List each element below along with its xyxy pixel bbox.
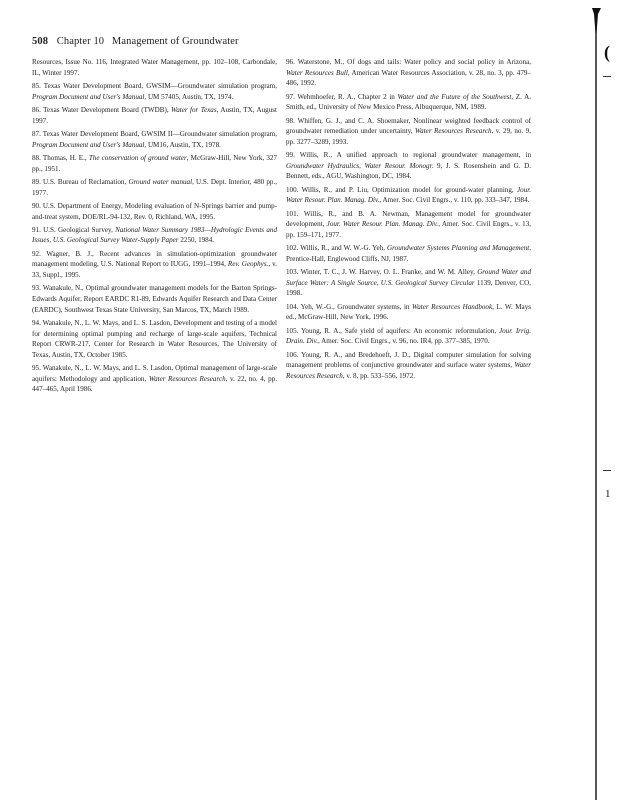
reference-italic: Program Document and User's Manual <box>32 140 145 149</box>
reference-entry <box>286 302 531 323</box>
reference-text: 102. Willis, R., and W. W.-G. Yeh, <box>286 244 388 253</box>
reference-text: 95. Wanakule, N., L. W. Mays, and L. S. Lasdon, Optimal management of large-scale aquifers: Methodology and application, <box>32 364 277 383</box>
references-right-column <box>286 57 531 384</box>
reference-text: 88. Thomas, H. E., <box>32 153 89 162</box>
margin-dash-bottom <box>603 470 611 471</box>
reference-text: , Amer. Soc. Civil Engrs., v. 13, pp. 159–171, 1977. <box>286 220 532 239</box>
reference-italic: Water Resources Research <box>414 127 492 136</box>
reference-text: 90. U.S. Department of Energy, Modeling evaluation of N-Springs barrier and pump-and-treat system, DOE/RL-94-132, Rev. 0, Richland, WA, 1995. <box>32 201 277 221</box>
reference-text: 98. Whiffen, G. J., and C. A. Shoemaker, Nonlinear weighted feedback control of groundwater remediation under uncertainty, <box>286 116 531 136</box>
reference-text: 94. Wanakule, N., L. W. Mays, and L. S. Lasdon, Development and testing of a model for determining optimal pumping and recharge of large-scale aquifers, Technical Report CRWR-217, Center for Research in Water Resources, The University of Texas, Austin, TX, October 1985. <box>32 319 277 359</box>
reference-text: 92. Wagner, B. J., Recent advances in simulation-optimization groundwater management modeling, U.S. National Report to IUGG, 1991–1994, <box>32 249 277 269</box>
reference-text: , Amer. Soc. Civil Engrs., v. 110, pp. 333–347, 1984. <box>379 196 530 205</box>
reference-entry <box>286 150 531 182</box>
reference-entry <box>32 129 277 150</box>
reference-italic: Jour. Irrig. Drain. Div. <box>286 326 531 346</box>
reference-entry <box>32 201 277 222</box>
reference-text: 101. Willis, R., and B. A. Newman, Management model for groundwater development, <box>286 209 531 229</box>
reference-italic: Ground Water and Surface Water: A Single Source, U.S. Geological Survey Circular <box>286 268 531 287</box>
reference-entry <box>286 57 531 89</box>
reference-text: 96. Waterstone, M., Of dogs and tails: Water policy and social policy in Arizona, <box>286 58 531 66</box>
reference-text: 103. Winter, T. C., J. W. Harvey, O. L. Franke, and W. M. Alley, <box>286 268 478 277</box>
chapter-label: Chapter 10 <box>56 36 105 47</box>
page-number: 508 <box>32 36 49 47</box>
reference-text: 91. U.S. Geological Survey, <box>32 225 116 234</box>
chapter-title: Management of Groundwater <box>111 36 239 47</box>
reference-italic: The conservation of ground water <box>88 153 187 162</box>
reference-text: , L. W. Mays ed., McGraw-Hill, New York, 1996. <box>286 302 531 322</box>
reference-text: 99. Willis, R., A unified approach to regional groundwater management, in <box>286 151 531 160</box>
reference-entry <box>32 225 277 246</box>
reference-entry <box>32 318 277 360</box>
reference-entry <box>286 350 531 382</box>
reference-entry <box>32 105 277 126</box>
reference-entry <box>286 209 531 241</box>
reference-italic: Water Resources Research <box>148 374 226 383</box>
reference-text: Resources, Issue No. 116, Integrated Water Management, pp. 102–108, Carbondale, IL, Winter 1997. <box>32 58 277 77</box>
reference-text: 9, J. S. Rosenshein and G. D. Bennett, eds., AGU, Washington, DC, 1984. <box>286 161 532 181</box>
reference-italic: Ground water manual <box>128 177 193 186</box>
reference-text: , Austin, TX, August 1997. <box>32 105 277 125</box>
reference-text: 1139, Denver, CO, 1998. <box>286 278 531 298</box>
reference-entry <box>32 153 277 174</box>
binding-edge-mark <box>592 0 602 800</box>
reference-entry <box>32 363 277 395</box>
reference-text: , U.S. Dept. Interior, 480 pp., 1977. <box>32 177 277 197</box>
references-left-column <box>32 57 277 398</box>
reference-entry <box>286 116 531 148</box>
reference-text: , UM 57405, Austin, TX, 1974. <box>144 92 234 101</box>
reference-text: 100. Willis, R., and P. Liu, Optimization model for ground-water planning, <box>286 185 517 194</box>
reference-text: , American Water Resources Association, v. 28, no. 3, pp. 479–486, 1992. <box>286 68 531 88</box>
reference-italic: Rev. Geophys. <box>227 260 269 269</box>
reference-text: , Prentice-Hall, Englewood Cliffs, NJ, 1987. <box>286 244 531 263</box>
reference-italic: Jour. Water Resour. Plan. Manag. Div. <box>286 185 531 205</box>
reference-text: 2250, 1984. <box>178 236 215 245</box>
reference-entry <box>32 177 277 198</box>
reference-text: , Z. A. Smith, ed., University of New Mexico Press, Albuquerque, NM, 1989. <box>286 92 531 112</box>
reference-italic: Water Resources Handbook <box>411 302 493 311</box>
reference-entry <box>32 81 277 102</box>
reference-italic: Water Resources Bull <box>286 68 348 77</box>
reference-italic: Water for Texas <box>170 105 217 114</box>
reference-italic: Jour. Water Resour. Plan. Manag. Div. <box>326 220 439 229</box>
reference-entry <box>286 92 531 113</box>
reference-entry <box>286 243 531 264</box>
reference-entry <box>286 326 531 347</box>
reference-entry <box>32 283 277 315</box>
reference-text: 87. Texas Water Development Board, GWSIM II—Groundwater simulation program, <box>32 129 277 138</box>
margin-dash-top <box>603 76 611 77</box>
reference-text: , v. 33, Suppl., 1995. <box>32 260 278 280</box>
reference-text: , UM16, Austin, TX, 1978. <box>144 140 221 149</box>
reference-text: , McGraw-Hill, New York, 327 pp., 1951. <box>32 153 277 173</box>
reference-text: 97. Wehmhoefer, R. A., Chapter 2 in <box>286 92 398 101</box>
reference-entry <box>32 249 277 281</box>
reference-italic: Water Resources Research <box>286 361 531 380</box>
reference-text: 86. Texas Water Development Board (TWDB), <box>32 105 171 114</box>
reference-text: 85. Texas Water Development Board, GWSIM—Groundwater simulation program, <box>32 81 277 90</box>
reference-italic: Program Document and User's Manual <box>32 92 145 101</box>
reference-text: 104. Yeh, W.-G., Groundwater systems, in <box>286 302 412 311</box>
reference-text: , v. 29, no. 9, pp. 3277–3289, 1993. <box>286 127 531 146</box>
margin-paren: ( <box>604 42 610 62</box>
reference-italic: Water and the Future of the Southwest <box>397 92 512 101</box>
reference-text: 106. Young, R. A., and Bredehoeft, J. D., Digital computer simulation for solving management problems of conjunctive groundwater and surface water systems, <box>286 350 531 370</box>
margin-digit: 1 <box>605 488 611 500</box>
reference-text: , v. 8, pp. 533–556, 1972. <box>342 372 416 380</box>
reference-text: , v. 22, no. 4, pp. 447–465, April 1986. <box>32 374 277 394</box>
running-header <box>32 36 239 47</box>
reference-italic: National Water Summary 1983—Hydrologic Events and Issues, U.S. Geological Survey Water-Supply Paper <box>32 225 277 245</box>
reference-italic: Groundwater Hydraulics, Water Resour. Monogr. <box>286 161 434 170</box>
reference-entry <box>32 57 277 78</box>
reference-text: , Amer. Soc. Civil Engrs., v. 96, no. IR4, pp. 377–385, 1970. <box>317 337 490 346</box>
reference-text: 105. Young, R. A., Safe yield of aquifers: An economic reformulation, <box>286 326 499 335</box>
reference-text: 89. U.S. Bureau of Reclamation, <box>32 177 129 186</box>
reference-entry <box>286 185 531 206</box>
reference-entry <box>286 267 531 299</box>
reference-text: 93. Wanakule, N., Optimal groundwater management models for the Barton Springs-Edwards Aquifer, Report EARDC R1-89, Edwards Aquifer Research and Data Center (EARDC), Southwest Texas State University, San Marcos, TX, March 1989. <box>32 284 277 314</box>
reference-italic: Groundwater Systems Planning and Management <box>387 244 530 253</box>
